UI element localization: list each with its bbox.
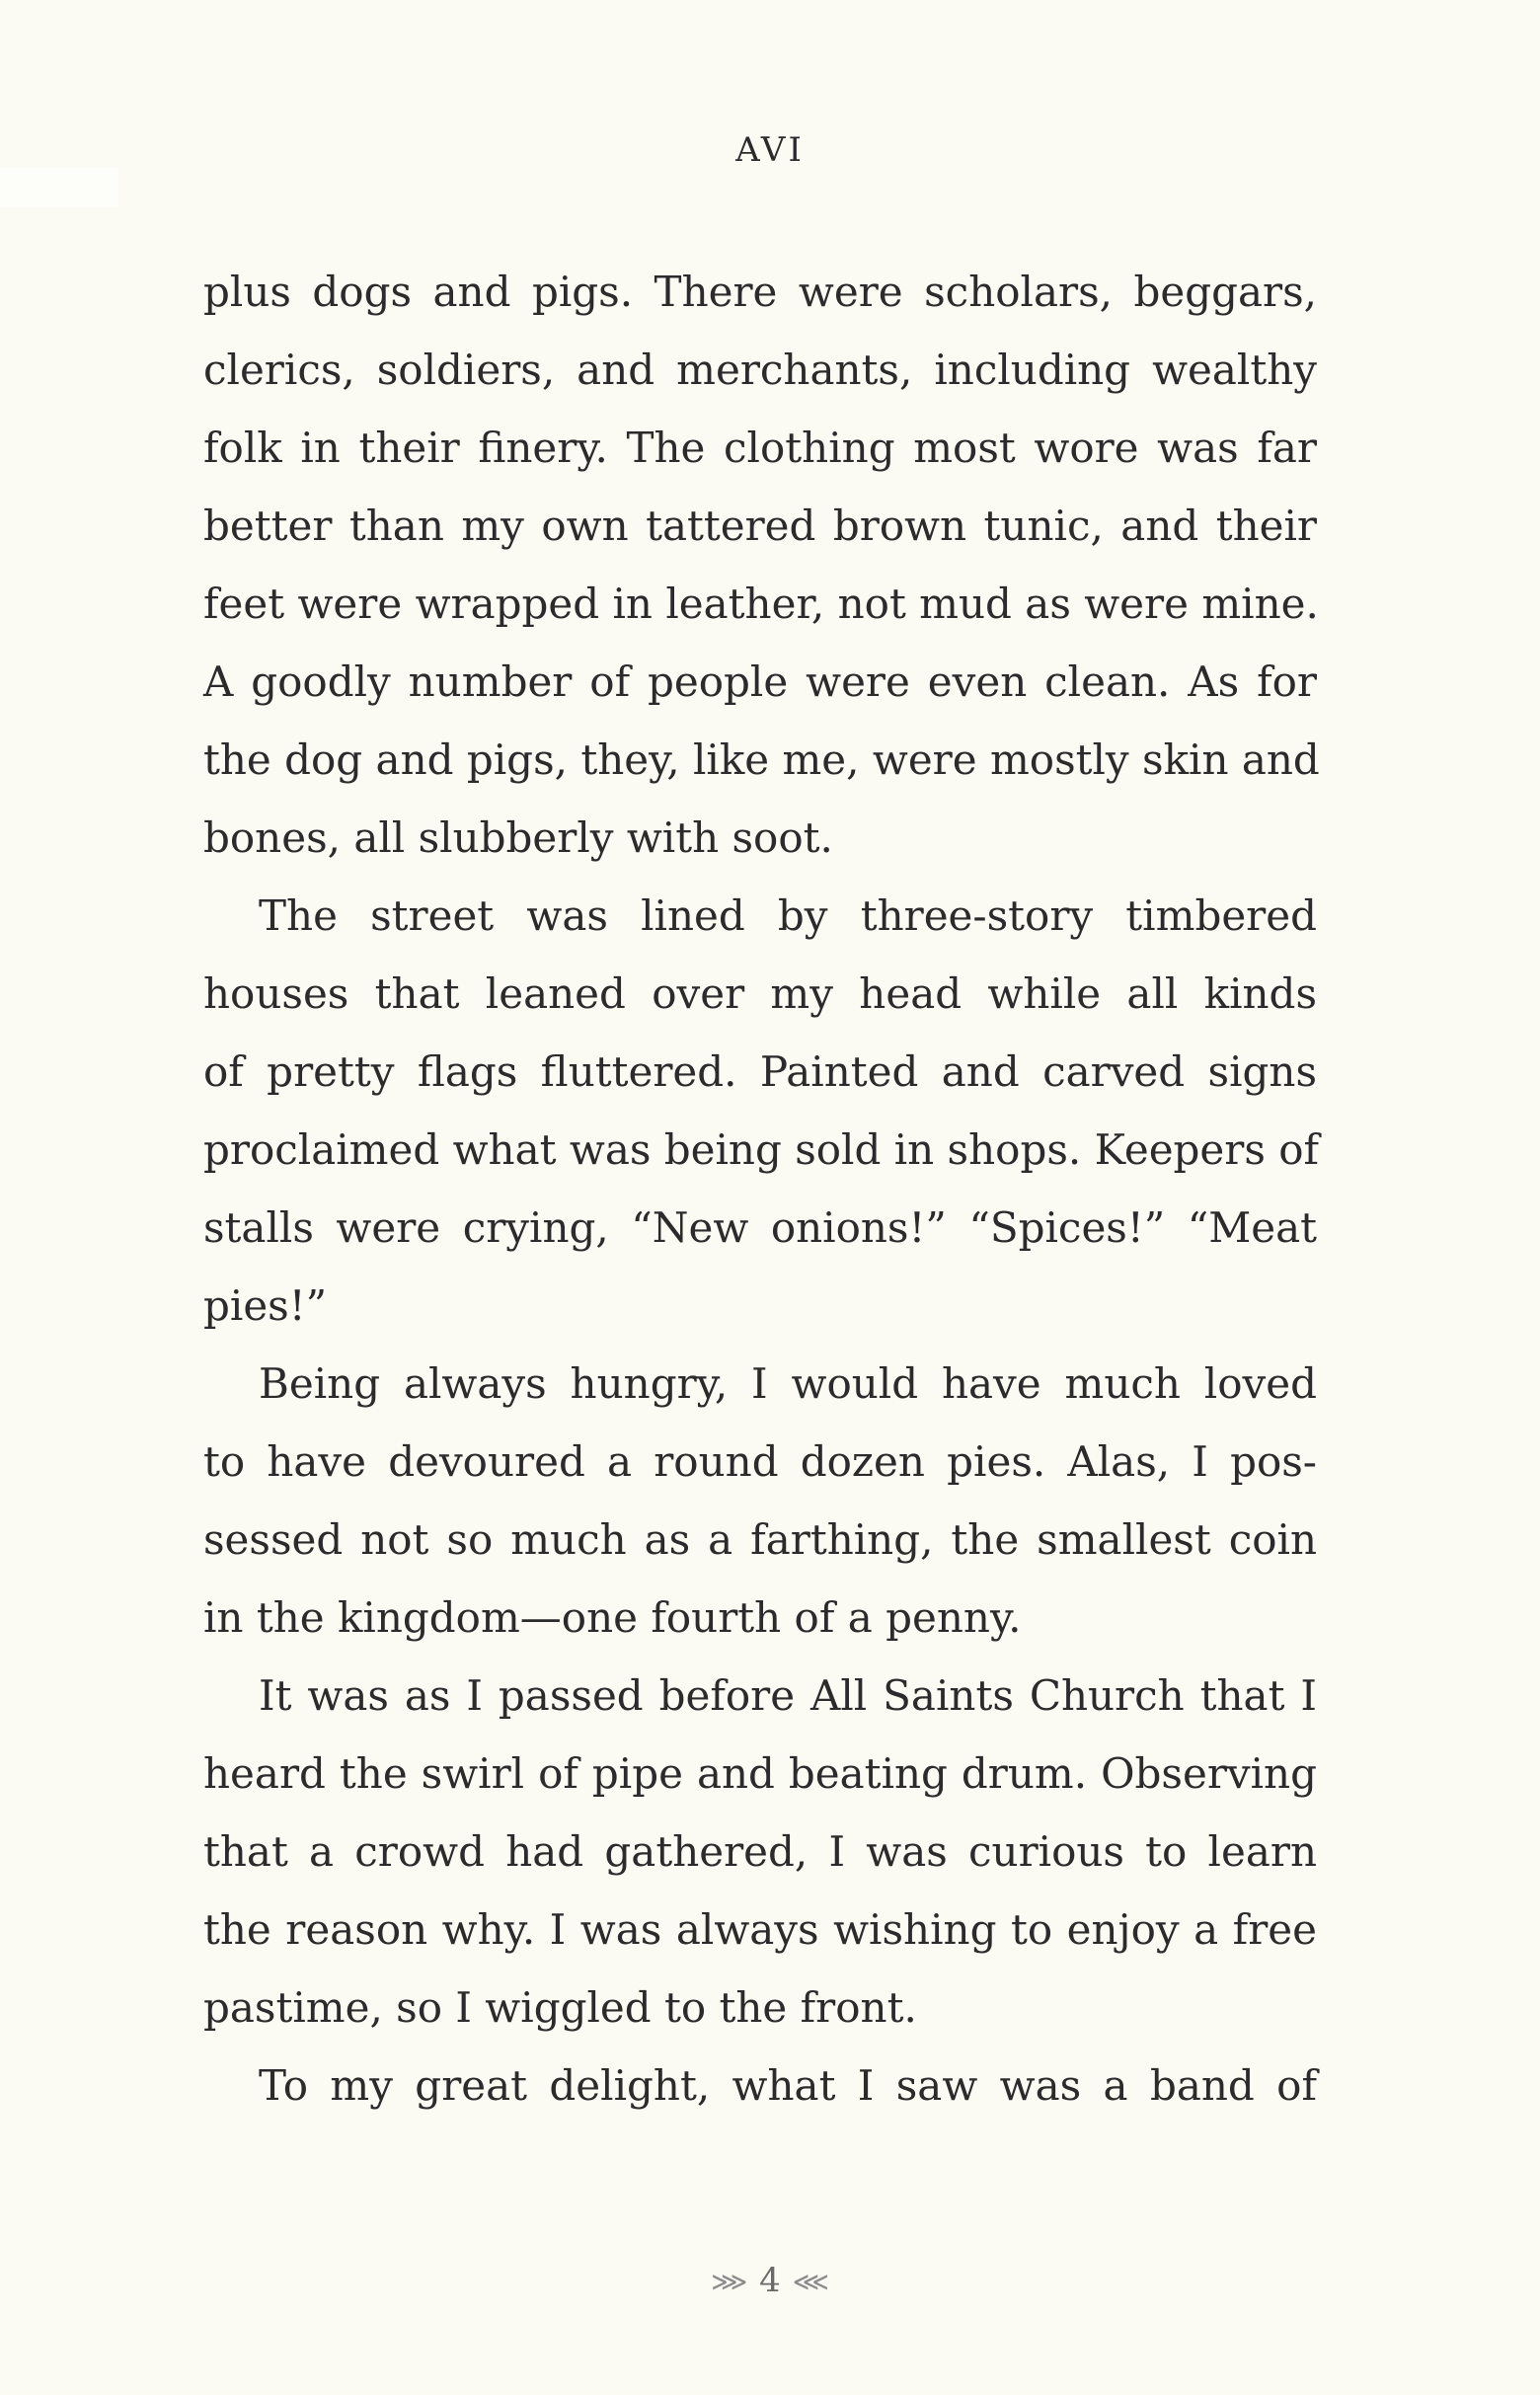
page-number: 4 — [759, 2261, 781, 2300]
text-line: The street was lined by three-story timbered — [259, 891, 1317, 940]
text-line: pastime, so I wiggled to the front. — [203, 1983, 917, 2032]
text-line: It was as I passed before All Saints Church that I — [259, 1671, 1317, 1720]
text-line: sessed not so much as a farthing, the smallest coin — [203, 1515, 1317, 1564]
text-line: proclaimed what was being sold in shops. Keepers of — [203, 1125, 1320, 1174]
text-line: to have devoured a round dozen pies. Alas, I pos- — [203, 1437, 1317, 1486]
text-line: of pretty flags fluttered. Painted and carved signs — [203, 1047, 1317, 1096]
text-line: A goodly number of people were even clean. As for — [203, 657, 1317, 706]
text-line: bones, all slubberly with soot. — [203, 813, 833, 862]
text-line: the reason why. I was always wishing to enjoy a free — [203, 1905, 1317, 1954]
text-line: folk in their finery. The clothing most wore was far — [203, 424, 1317, 472]
text-line: pies!” — [203, 1281, 328, 1330]
running-head: AVI — [735, 130, 805, 170]
ornament-right-icon: ⋘ — [792, 2268, 829, 2297]
text-line: clerics, soldiers, and merchants, including wealthy — [203, 346, 1317, 394]
text-line: that a crowd had gathered, I was curious to learn — [203, 1827, 1317, 1876]
text-line: Being always hungry, I would have much loved — [259, 1359, 1317, 1408]
page-scuff — [0, 168, 118, 207]
page-folio — [0, 2261, 1540, 2300]
ornament-left-icon: ⋙ — [711, 2268, 748, 2297]
text-line: in the kingdom—one fourth of a penny. — [203, 1593, 1022, 1642]
text-line: heard the swirl of pipe and beating drum. Observing — [203, 1749, 1317, 1798]
text-line: better than my own tattered brown tunic, and their — [203, 502, 1317, 550]
text-line: houses that leaned over my head while all kinds — [203, 969, 1317, 1018]
text-line: feet were wrapped in leather, not mud as were mine. — [203, 579, 1319, 628]
text-line: stalls were crying, “New onions!” “Spices!” “Meat — [203, 1203, 1317, 1252]
text-line: plus dogs and pigs. There were scholars, beggars, — [203, 268, 1317, 316]
text-line: the dog and pigs, they, like me, were mostly skin and — [203, 735, 1320, 784]
text-line: To my great delight, what I saw was a band of — [259, 2061, 1317, 2110]
